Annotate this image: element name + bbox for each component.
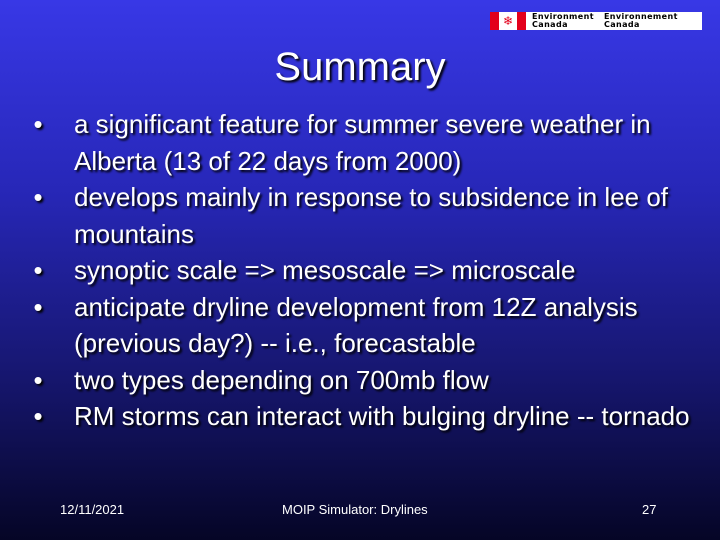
canada-flag-icon: ❄ bbox=[490, 12, 526, 30]
bullet-item: • two types depending on 700mb flow bbox=[33, 364, 489, 395]
bullet-item: • anticipate dryline development from 12Z analysis (previous day?) -- i.e., forecastable bbox=[33, 291, 638, 358]
bullet-item: • develops mainly in response to subsidence in lee of mountains bbox=[33, 182, 669, 249]
footer-title: MOIP Simulator: Drylines bbox=[282, 502, 428, 517]
slide-title: Summary bbox=[274, 45, 446, 89]
bullet-list bbox=[28, 106, 708, 435]
bullet-item: • a significant feature for summer severe weather in Alberta (13 of 22 days from 2000) bbox=[33, 109, 651, 176]
bullet-item: • RM storms can interact with bulging dryline -- tornado bbox=[33, 401, 690, 431]
footer-date: 12/11/2021 bbox=[60, 502, 125, 517]
logo-text-french: Environnement Canada bbox=[603, 12, 678, 29]
bullet-item: • synoptic scale => mesoscale => microscale bbox=[33, 255, 576, 285]
slide-number: 27 bbox=[642, 502, 657, 517]
environment-canada-logo bbox=[490, 12, 702, 30]
logo-text-english: Environment Canada bbox=[532, 12, 594, 29]
